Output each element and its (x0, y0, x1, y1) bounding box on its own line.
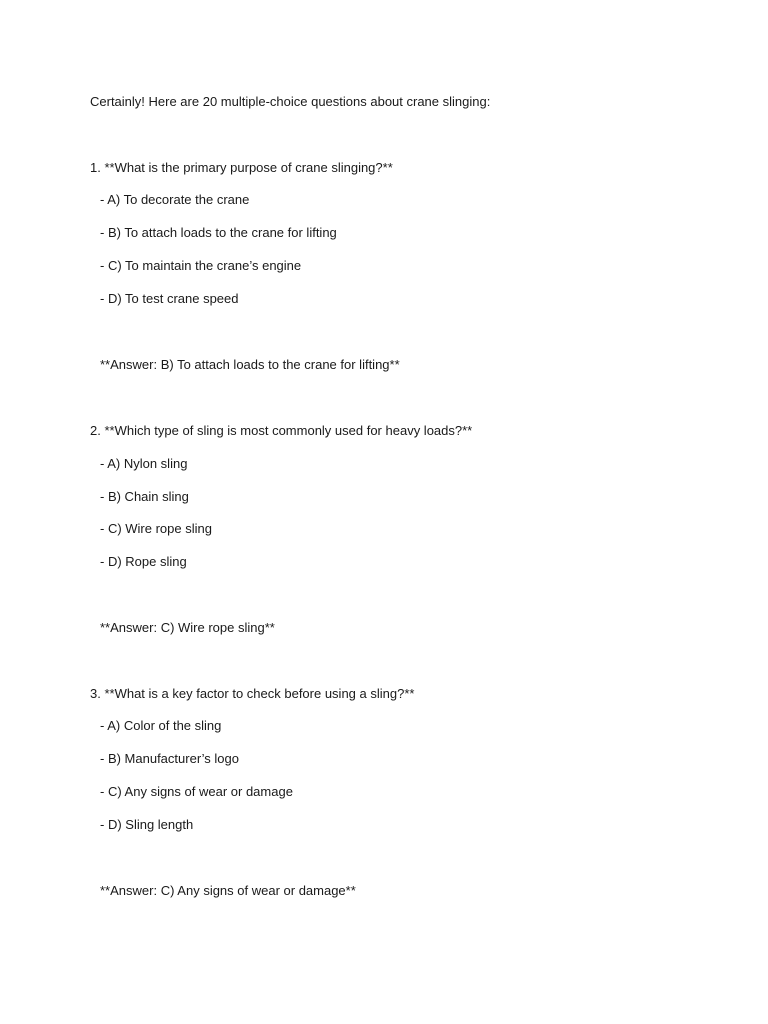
question-1-option-c: - C) To maintain the crane’s engine (100, 258, 302, 273)
question-2-option-b: - B) Chain sling (100, 489, 189, 504)
question-3-option-b: - B) Manufacturer’s logo (100, 751, 239, 766)
question-3-answer: **Answer: C) Any signs of wear or damage** (100, 883, 356, 898)
question-2: 2. **Which type of sling is most commonly used for heavy loads?** (90, 423, 473, 438)
question-2-answer: **Answer: C) Wire rope sling** (100, 620, 275, 635)
question-3-option-c: - C) Any signs of wear or damage (100, 784, 293, 799)
question-2-option-a: - A) Nylon sling (100, 456, 188, 471)
question-3-option-a: - A) Color of the sling (100, 718, 222, 733)
question-1: 1. **What is the primary purpose of crane slinging?** (90, 160, 393, 175)
question-1-option-a: - A) To decorate the crane (100, 192, 250, 207)
question-2-option-c: - C) Wire rope sling (100, 521, 212, 536)
question-1-option-b: - B) To attach loads to the crane for lifting (100, 225, 337, 240)
question-2-option-d: - D) Rope sling (100, 554, 187, 569)
intro-text: Certainly! Here are 20 multiple-choice questions about crane slinging: (90, 94, 491, 109)
question-3: 3. **What is a key factor to check before using a sling?** (90, 686, 415, 701)
question-1-answer: **Answer: B) To attach loads to the crane for lifting** (100, 357, 400, 372)
question-1-option-d: - D) To test crane speed (100, 291, 239, 306)
question-3-option-d: - D) Sling length (100, 817, 194, 832)
